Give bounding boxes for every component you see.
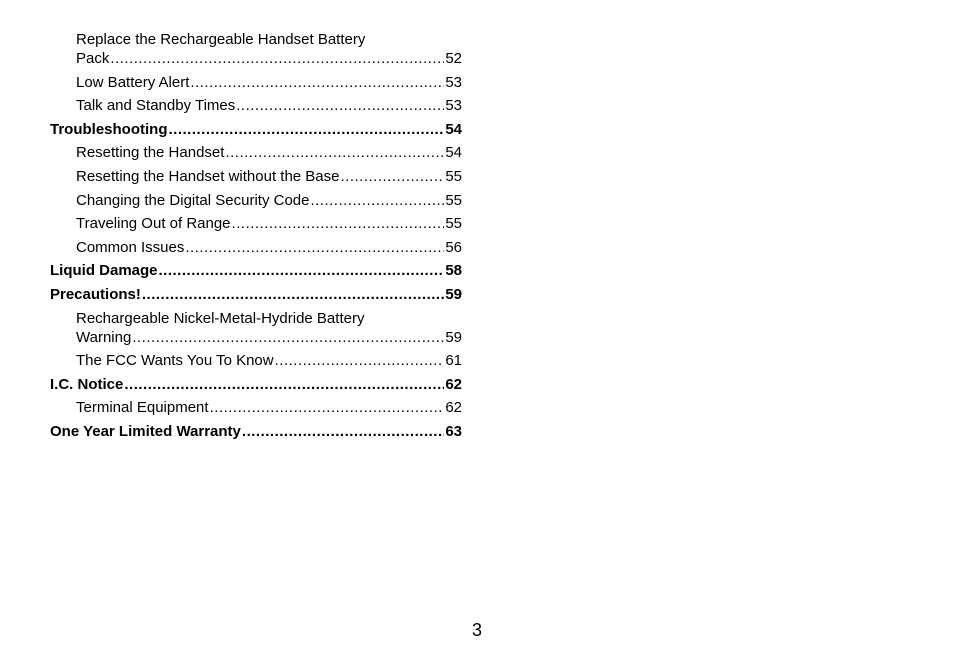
toc-entry-precautions[interactable]	[50, 285, 462, 304]
dot-leader	[242, 422, 444, 441]
toc-entry-page: 54	[445, 120, 462, 138]
toc-entry-title-line1: Replace the Rechargeable Handset Battery	[76, 31, 366, 48]
toc-entry-digital-security-code[interactable]	[50, 191, 462, 210]
toc-entry-title: Low Battery Alert	[76, 73, 190, 91]
dot-leader	[275, 351, 445, 370]
toc-entry-page: 56	[445, 238, 462, 256]
toc-entry-title: Resetting the Handset	[76, 144, 225, 162]
toc-entry-title: Terminal Equipment	[76, 399, 209, 417]
dot-leader	[110, 49, 444, 68]
toc-entry-nimh-battery-warning[interactable]	[50, 309, 462, 347]
toc-entry-title: Pack	[76, 50, 110, 67]
dot-leader	[310, 191, 444, 210]
toc-entry-resetting-handset[interactable]	[50, 143, 462, 162]
toc-entry-title: Talk and Standby Times	[76, 97, 236, 115]
toc-entry-limited-warranty[interactable]	[50, 422, 462, 441]
toc-entry-title: I.C. Notice	[50, 375, 124, 393]
toc-entry-low-battery-alert[interactable]	[50, 73, 462, 92]
toc-entry-page: 63	[445, 422, 462, 440]
toc-entry-title: The FCC Wants You To Know	[76, 352, 274, 370]
dot-leader	[142, 285, 444, 304]
page-number: 3	[471, 620, 482, 640]
toc-entry-title: Troubleshooting	[50, 120, 168, 138]
toc-entry-page: 59	[445, 285, 462, 303]
toc-entry-page: 52	[445, 50, 462, 67]
dot-leader	[190, 73, 444, 92]
dot-leader	[169, 120, 445, 139]
toc-entry-terminal-equipment[interactable]	[50, 398, 462, 417]
toc-entry-traveling-out-of-range[interactable]	[50, 214, 462, 233]
toc-entry-page: 53	[445, 73, 462, 91]
dot-leader	[225, 143, 444, 162]
toc-entry-common-issues[interactable]	[50, 238, 462, 257]
toc-entry-title: Warning	[76, 328, 132, 346]
dot-leader	[159, 261, 445, 280]
toc-entry-page: 59	[445, 328, 462, 346]
toc-entry-page: 62	[445, 399, 462, 417]
toc-entry-page: 55	[445, 215, 462, 233]
toc-entry-page: 55	[445, 191, 462, 209]
toc-entry-title: Precautions!	[50, 285, 141, 303]
toc-entry-title: Common Issues	[76, 238, 185, 256]
dot-leader	[232, 214, 445, 233]
dot-leader	[185, 238, 444, 257]
toc-entry-resetting-handset-without-base[interactable]	[50, 167, 462, 186]
dot-leader	[210, 398, 445, 417]
toc-entry-page: 54	[445, 144, 462, 162]
toc-entry-title-line1: Rechargeable Nickel-Metal-Hydride Battery	[76, 309, 365, 327]
toc-entry-page: 61	[445, 352, 462, 370]
dot-leader	[341, 167, 445, 186]
dot-leader	[124, 375, 444, 394]
toc-entry-title: Liquid Damage	[50, 262, 158, 280]
toc-entry-page: 58	[445, 262, 462, 280]
toc-entry-title: Traveling Out of Range	[76, 215, 231, 233]
toc-entry-troubleshooting[interactable]	[50, 120, 462, 139]
toc-entry-page: 62	[445, 375, 462, 393]
toc-entry-fcc-wants-you-to-know[interactable]	[50, 351, 462, 370]
toc-entry-title: Changing the Digital Security Code	[76, 191, 310, 209]
toc-entry-ic-notice[interactable]	[50, 375, 462, 394]
dot-leader	[236, 96, 444, 115]
toc-entry-replace-battery[interactable]	[50, 30, 462, 68]
toc-entry-liquid-damage[interactable]	[50, 261, 462, 280]
table-of-contents	[50, 30, 462, 446]
toc-entry-title: Resetting the Handset without the Base	[76, 167, 340, 185]
toc-entry-title: One Year Limited Warranty	[50, 422, 241, 440]
dot-leader	[132, 328, 444, 347]
toc-entry-talk-standby-times[interactable]	[50, 96, 462, 115]
toc-entry-page: 53	[445, 97, 462, 115]
toc-entry-page: 55	[445, 167, 462, 185]
